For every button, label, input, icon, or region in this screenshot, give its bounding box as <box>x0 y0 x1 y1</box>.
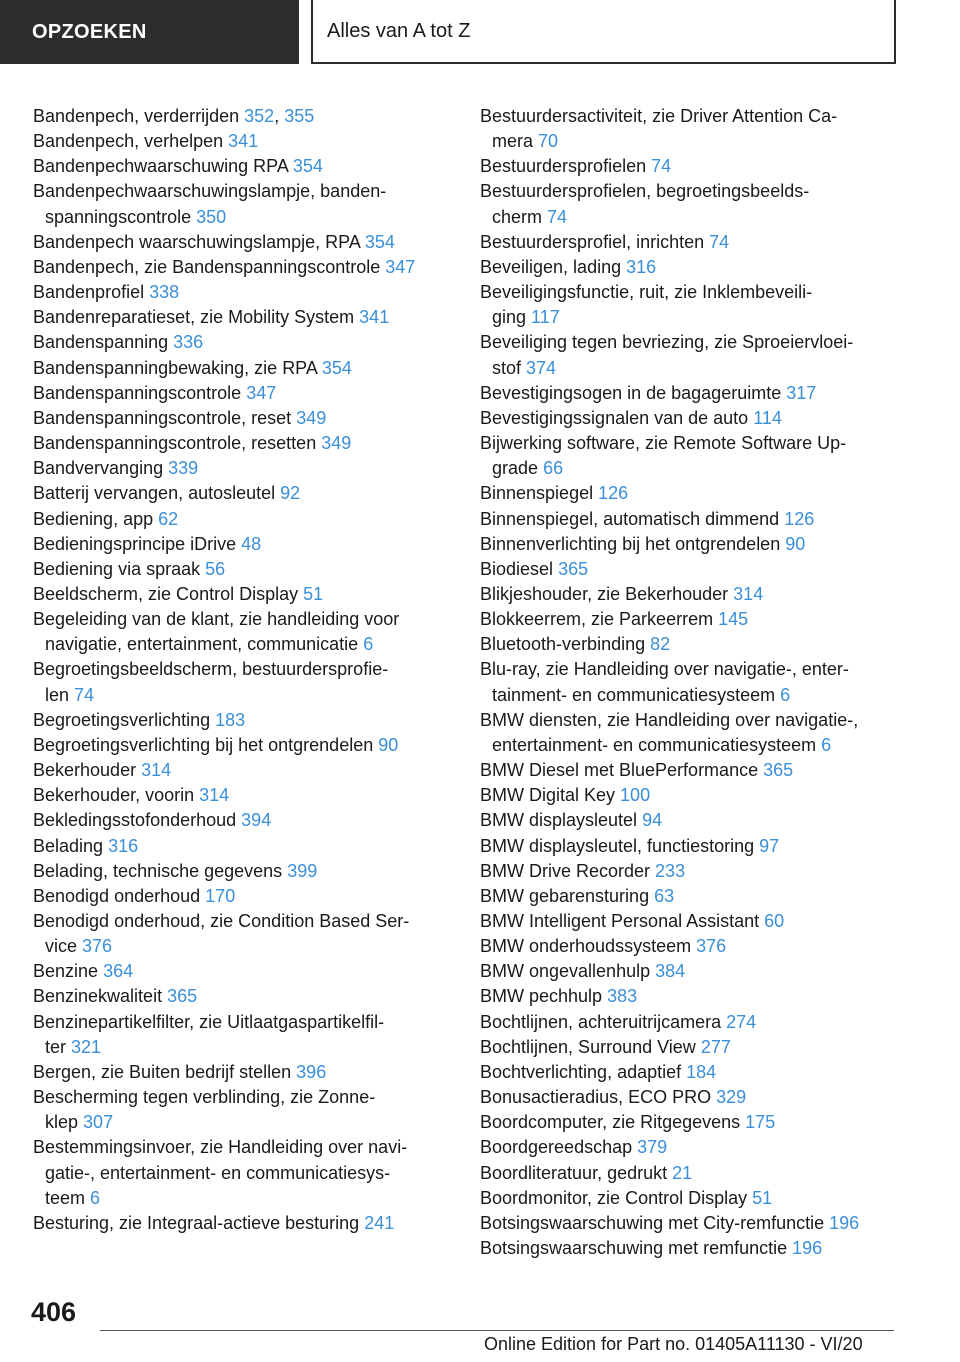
index-entry <box>33 834 448 859</box>
index-term: teem <box>45 1187 86 1208</box>
page-link[interactable]: 90 <box>378 734 399 755</box>
page-link[interactable]: 347 <box>385 256 416 277</box>
page-link[interactable]: 170 <box>205 885 236 906</box>
index-term: cherm <box>492 206 543 227</box>
index-term: grade <box>492 458 539 479</box>
index-term: Bescherming tegen verblinding, zie Zonne- <box>33 1087 376 1108</box>
index-entry <box>33 859 448 884</box>
page-link[interactable]: 350 <box>196 206 227 227</box>
index-term: Botsingswaarschuwing met remfunctie <box>480 1238 788 1259</box>
page-link[interactable]: 60 <box>764 911 785 931</box>
index-term: Benodigd onderhoud <box>33 885 201 906</box>
page-link[interactable]: 6 <box>90 1187 101 1208</box>
index-term: Bandenpech, verderrijden <box>33 106 240 126</box>
index-term: Bandenreparatieset, zie Mobility System <box>33 307 355 328</box>
index-entry <box>480 1035 920 1060</box>
index-term: Bestuurdersprofielen, begroetingsbeelds- <box>480 181 810 202</box>
page-link[interactable]: 175 <box>745 1112 776 1133</box>
index-entry <box>480 255 920 280</box>
index-entry <box>33 959 448 984</box>
page-link[interactable]: 349 <box>321 433 352 454</box>
index-term: Blokkeerrem, zie Parkeerrem <box>480 609 714 630</box>
page-link[interactable]: 233 <box>655 860 686 881</box>
page-link[interactable]: 349 <box>296 407 327 428</box>
page-link[interactable]: 329 <box>716 1087 747 1108</box>
index-entry <box>480 984 920 1009</box>
index-entry <box>480 632 920 657</box>
index-term: Bochtverlichting, adaptief <box>480 1061 682 1082</box>
index-term: Bandenpech waarschuwingslampje, RPA <box>33 231 360 252</box>
index-entry <box>33 179 448 229</box>
index-entry <box>480 532 920 557</box>
index-entry <box>480 1236 920 1261</box>
index-term: gatie-, entertainment- en communicatiesys- <box>45 1162 391 1183</box>
index-entry <box>33 1010 448 1060</box>
index-term: len <box>45 684 70 705</box>
index-term: Boordmonitor, zie Control Display <box>480 1187 748 1208</box>
page-link[interactable]: 341 <box>359 307 390 328</box>
index-term: Boordcomputer, zie Ritgegevens <box>480 1112 741 1133</box>
page-link[interactable]: 394 <box>241 810 272 831</box>
index-term: Bochtlijnen, Surround View <box>480 1036 696 1057</box>
index-entry <box>33 230 448 255</box>
page-link[interactable]: 6 <box>821 734 832 755</box>
index-entry <box>480 481 920 506</box>
index-term: klep <box>45 1112 79 1133</box>
index-term: Bandenspanningscontrole, reset <box>33 407 292 428</box>
index-entry <box>33 1211 448 1236</box>
page-link[interactable]: 339 <box>168 458 199 479</box>
page-link[interactable]: 399 <box>287 860 318 881</box>
index-entry <box>480 909 920 934</box>
page-link[interactable]: 184 <box>686 1061 717 1082</box>
index-entry <box>480 406 920 431</box>
page-link[interactable]: 74 <box>74 684 95 705</box>
index-entry <box>480 1135 920 1160</box>
index-entry <box>33 507 448 532</box>
index-term: Blikjeshouder, zie Bekerhouder <box>480 583 729 604</box>
index-term: BMW Diesel met BluePerformance <box>480 760 759 781</box>
index-entry <box>33 330 448 355</box>
index-term: Bevestigingsogen in de bagageruimte <box>480 382 782 403</box>
index-entry <box>480 1186 920 1211</box>
page-link[interactable]: 126 <box>784 508 815 529</box>
index-term: Boordgereedschap <box>480 1137 633 1158</box>
page-link[interactable]: 384 <box>655 961 686 982</box>
footer-divider <box>100 1330 894 1331</box>
page-link[interactable]: 183 <box>215 709 246 730</box>
index-term: Beveiliging tegen bevriezing, zie Sproeiervloei- <box>480 332 854 353</box>
index-term: mera <box>492 131 534 152</box>
index-term: BMW Intelligent Personal Assistant <box>480 911 760 931</box>
index-term: Bonusactieradius, ECO PRO <box>480 1087 712 1108</box>
index-term: BMW displaysleutel, functiestoring <box>480 835 755 856</box>
index-entry <box>480 280 920 330</box>
index-entry <box>33 381 448 406</box>
section-tab[interactable]: OPZOEKEN <box>0 0 299 64</box>
page-number: 406 <box>31 1297 77 1327</box>
index-term: Bochtlijnen, achteruitrijcamera <box>480 1011 722 1032</box>
index-term: Botsingswaarschuwing met City-remfunctie <box>480 1212 825 1233</box>
index-term: Bestuurdersactiviteit, zie Driver Attention Ca- <box>480 106 838 126</box>
page-link[interactable]: 70 <box>538 131 559 152</box>
page-link[interactable]: 314 <box>199 785 230 806</box>
index-entry <box>33 431 448 456</box>
page-link[interactable]: 277 <box>700 1036 731 1057</box>
index-term: Bediening via spraak <box>33 558 201 579</box>
index-entry <box>480 934 920 959</box>
page-link[interactable]: 94 <box>642 810 663 831</box>
index-entry <box>33 708 448 733</box>
index-entry <box>33 255 448 280</box>
index-term: Belading, technische gegevens <box>33 860 283 881</box>
index-term: Batterij vervangen, autosleutel <box>33 483 276 504</box>
page-link[interactable]: 352 <box>244 106 275 126</box>
index-entry <box>480 783 920 808</box>
page-link[interactable]: 321 <box>71 1036 102 1057</box>
page-link[interactable]: 145 <box>718 609 749 630</box>
page-link[interactable]: 354 <box>364 231 395 252</box>
index-term: vice <box>45 936 78 957</box>
index-entry <box>480 330 920 380</box>
index-entry <box>480 557 920 582</box>
index-term: Bestuurdersprofielen <box>480 156 647 177</box>
index-term: Binnenverlichting bij het ontgrendelen <box>480 533 781 554</box>
index-entry <box>480 657 920 707</box>
index-term: Biodiesel <box>480 558 554 579</box>
index-term: BMW ongevallenhulp <box>480 961 651 982</box>
index-entry <box>33 557 448 582</box>
page-link[interactable]: 6 <box>780 684 791 705</box>
index-term: Bandenspanningbewaking, zie RPA <box>33 357 317 378</box>
index-term: BMW onderhoudssysteem <box>480 936 692 957</box>
index-entry <box>480 834 920 859</box>
index-entry <box>33 884 448 909</box>
index-entry <box>480 859 920 884</box>
page-link[interactable]: 314 <box>141 760 172 781</box>
index-entry <box>480 381 920 406</box>
index-entry <box>33 607 448 657</box>
index-term: Bandenprofiel <box>33 282 145 303</box>
index-entry <box>480 154 920 179</box>
index-entry <box>33 356 448 381</box>
chapter-title: Alles van A tot Z <box>311 0 896 64</box>
index-entry <box>480 582 920 607</box>
index-term: Bevestigingssignalen van de auto <box>480 407 749 428</box>
index-column-right <box>480 104 920 1261</box>
index-term: Bandenpechwaarschuwing RPA <box>33 156 288 177</box>
index-entry <box>480 507 920 532</box>
index-entry <box>480 1060 920 1085</box>
index-term: entertainment- en communicatiesysteem <box>492 734 817 755</box>
index-term: Bijwerking software, zie Remote Software Up- <box>480 433 847 454</box>
page-link[interactable]: 66 <box>543 458 564 479</box>
page-link[interactable]: 196 <box>829 1212 860 1233</box>
index-term: Beeldscherm, zie Control Display <box>33 583 299 604</box>
page-link[interactable]: 347 <box>246 382 277 403</box>
index-term: Bediening, app <box>33 508 154 529</box>
index-term: Begroetingsbeeldscherm, bestuurdersprofie- <box>33 659 389 680</box>
index-term: ter <box>45 1036 67 1057</box>
index-term: BMW pechhulp <box>480 986 603 1007</box>
index-term: Bandenspanningscontrole, resetten <box>33 433 317 454</box>
index-entry <box>480 1211 920 1236</box>
page-link[interactable]: 56 <box>205 558 226 579</box>
index-entry <box>33 129 448 154</box>
index-entry <box>33 909 448 959</box>
index-entry <box>480 230 920 255</box>
index-term: BMW Digital Key <box>480 785 616 806</box>
page-link[interactable]: 63 <box>654 885 675 906</box>
index-term: Boordliteratuur, gedrukt <box>480 1162 668 1183</box>
index-term: Bandvervanging <box>33 458 164 479</box>
index-term: Bestuurdersprofiel, inrichten <box>480 231 705 252</box>
index-entry <box>33 1085 448 1135</box>
page-link[interactable]: 336 <box>173 332 204 353</box>
index-entry <box>480 1110 920 1135</box>
page-link[interactable]: 21 <box>672 1162 693 1183</box>
page-link[interactable]: 274 <box>726 1011 757 1032</box>
index-term: Bandenspanning <box>33 332 169 353</box>
page-link[interactable]: 376 <box>82 936 113 957</box>
index-term: Bestemmingsinvoer, zie Handleiding over navi- <box>33 1137 408 1158</box>
index-term: Begroetingsverlichting bij het ontgrendelen <box>33 734 374 755</box>
index-term: Benodigd onderhoud, zie Condition Based Ser- <box>33 911 410 931</box>
page-link[interactable]: 307 <box>83 1112 114 1133</box>
index-term: Benzinekwaliteit <box>33 986 163 1007</box>
page-link[interactable]: 48 <box>241 533 262 554</box>
index-term: Bekerhouder, voorin <box>33 785 195 806</box>
index-entry <box>480 1085 920 1110</box>
page-link[interactable]: 354 <box>321 357 352 378</box>
index-entry <box>33 1135 448 1210</box>
index-term: spanningscontrole <box>45 206 192 227</box>
index-entry <box>480 179 920 229</box>
page-link[interactable]: 51 <box>303 583 324 604</box>
page-link[interactable]: 354 <box>292 156 323 177</box>
index-term: BMW diensten, zie Handleiding over navigatie-, <box>480 709 859 730</box>
page-link[interactable]: 97 <box>759 835 780 856</box>
edition-footer: Online Edition for Part no. 01405A11130 - VI/20 <box>484 1334 863 1354</box>
page-link[interactable]: 396 <box>296 1061 327 1082</box>
index-entry <box>480 808 920 833</box>
index-entry <box>33 406 448 431</box>
index-term: Binnenspiegel <box>480 483 594 504</box>
page-link[interactable]: 62 <box>158 508 179 529</box>
page-link[interactable]: 379 <box>637 1137 668 1158</box>
page-link[interactable]: 6 <box>363 634 374 655</box>
page-link[interactable]: 82 <box>650 634 671 655</box>
page-link[interactable]: 364 <box>103 961 134 982</box>
index-term: Begeleiding van de klant, zie handleiding voor <box>33 609 400 630</box>
index-term: Beveiligen, lading <box>480 256 622 277</box>
index-term: Beveiligingsfunctie, ruit, zie Inklembeveili- <box>480 282 813 303</box>
index-entry: Bandenpech, verderrijden 352, 355 <box>33 106 315 126</box>
page-link[interactable]: 338 <box>149 282 180 303</box>
page-link[interactable]: 365 <box>763 760 794 781</box>
index-entry <box>480 708 920 758</box>
index-term: Bandenpechwaarschuwingslampje, banden- <box>33 181 387 202</box>
page-link[interactable]: 374 <box>526 357 557 378</box>
page-link[interactable]: 126 <box>598 483 629 504</box>
index-entry <box>33 1060 448 1085</box>
index-entry <box>480 1010 920 1035</box>
page-link[interactable]: 74 <box>651 156 672 177</box>
page-link[interactable]: 90 <box>785 533 806 554</box>
index-term: Bekerhouder <box>33 760 137 781</box>
index-entry <box>33 657 448 707</box>
index-entry <box>480 959 920 984</box>
index-entry <box>33 783 448 808</box>
page-link[interactable]: 51 <box>752 1187 773 1208</box>
page-header <box>0 0 960 66</box>
index-entry <box>33 808 448 833</box>
page-link[interactable]: 114 <box>753 407 782 428</box>
index-term: Blu-ray, zie Handleiding over navigatie-, enter- <box>480 659 849 680</box>
index-term: Belading <box>33 835 104 856</box>
index-term: tainment- en communicatiesysteem <box>492 684 776 705</box>
page-link[interactable]: 341 <box>228 131 259 152</box>
index-entry <box>480 104 920 154</box>
page-link[interactable]: 317 <box>786 382 817 403</box>
index-entry <box>480 884 920 909</box>
index-entry <box>33 758 448 783</box>
page-link[interactable]: 117 <box>531 307 560 328</box>
index-column-left <box>33 104 448 1236</box>
index-term: Bandenpech, verhelpen <box>33 131 224 152</box>
page-link[interactable]: 74 <box>547 206 568 227</box>
index-term: Bedieningsprincipe iDrive <box>33 533 237 554</box>
index-term: Bandenpech, zie Bandenspanningscontrole <box>33 256 381 277</box>
page-link[interactable]: 196 <box>792 1238 823 1259</box>
index-entry <box>33 280 448 305</box>
index-entry <box>480 607 920 632</box>
index-term: stof <box>492 357 522 378</box>
index-term: ging <box>492 307 527 328</box>
index-entry <box>33 582 448 607</box>
index-entry <box>33 733 448 758</box>
page-link[interactable]: 100 <box>620 785 651 806</box>
page-link[interactable]: 74 <box>709 231 730 252</box>
index-entry <box>480 431 920 481</box>
index-entry <box>33 984 448 1009</box>
index-term: Bekledingsstofonderhoud <box>33 810 237 831</box>
index-entry <box>33 481 448 506</box>
index-term: navigatie, entertainment, communicatie <box>45 634 359 655</box>
index-term: Bluetooth-verbinding <box>480 634 646 655</box>
page-link[interactable]: 355 <box>284 106 315 126</box>
page-link[interactable]: 314 <box>733 583 764 604</box>
index-term: Benzine <box>33 961 99 982</box>
index-term: Benzinepartikelfilter, zie Uitlaatgaspartikelfil- <box>33 1011 385 1032</box>
index-term: Besturing, zie Integraal-actieve besturing <box>33 1212 360 1233</box>
index-entry <box>33 154 448 179</box>
index-entry <box>33 456 448 481</box>
page-link[interactable]: 316 <box>108 835 139 856</box>
index-term: Bergen, zie Buiten bedrijf stellen <box>33 1061 292 1082</box>
index-entry <box>33 532 448 557</box>
index-entry <box>480 758 920 783</box>
page-link[interactable]: 365 <box>558 558 589 579</box>
page-link[interactable]: 376 <box>696 936 727 957</box>
index-term: Binnenspiegel, automatisch dimmend <box>480 508 780 529</box>
page-link[interactable]: 383 <box>607 986 638 1007</box>
index-term: Begroetingsverlichting <box>33 709 211 730</box>
index-term: BMW Drive Recorder <box>480 860 651 881</box>
index-term: BMW gebarensturing <box>480 885 650 906</box>
page-link[interactable]: 316 <box>626 256 657 277</box>
page-link[interactable]: 241 <box>364 1212 395 1233</box>
page-link[interactable]: 365 <box>167 986 198 1007</box>
index-entry <box>480 1161 920 1186</box>
index-term: BMW displaysleutel <box>480 810 638 831</box>
page-link[interactable]: 92 <box>280 483 301 504</box>
index-term: Bandenspanningscontrole <box>33 382 242 403</box>
index-entry <box>33 305 448 330</box>
